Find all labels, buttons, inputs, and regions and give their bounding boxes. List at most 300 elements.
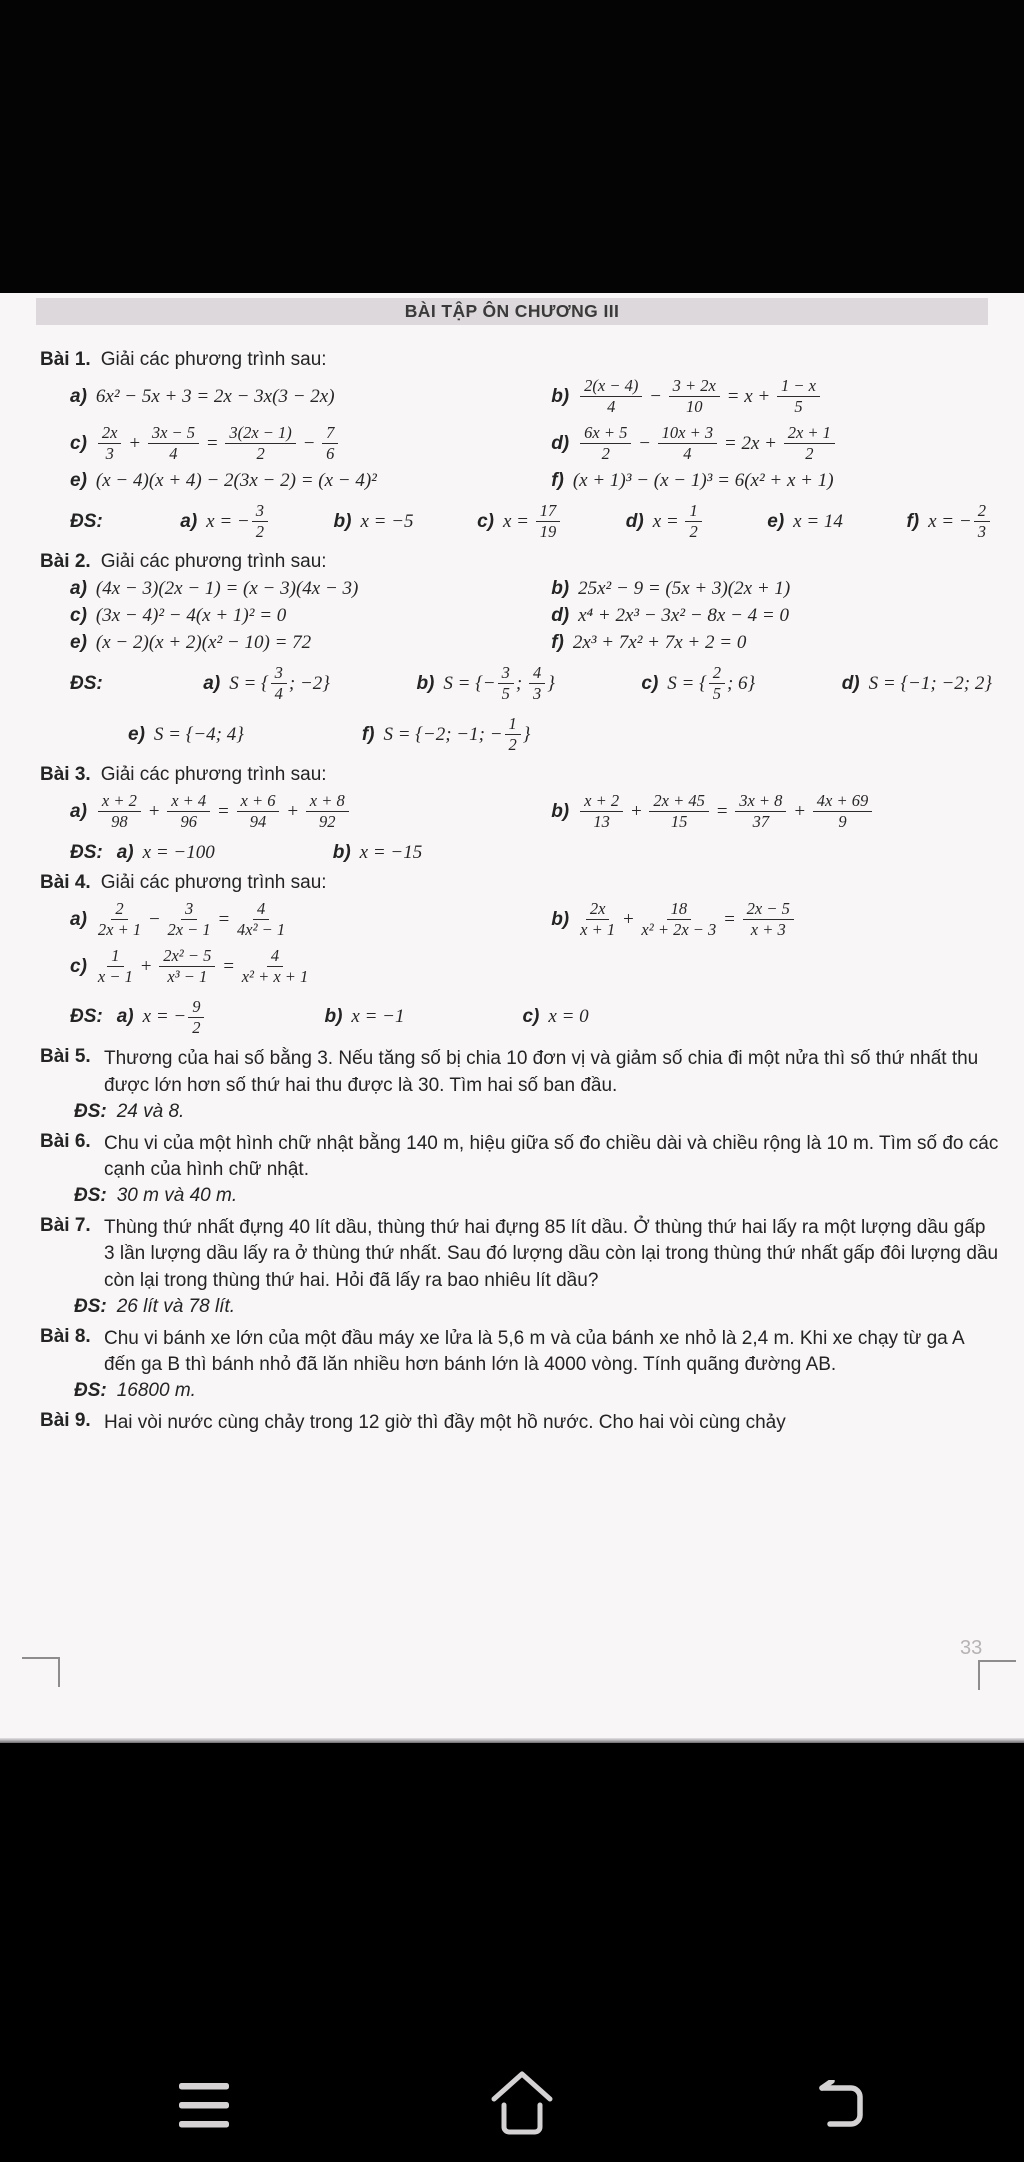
fraction [669,377,720,417]
item-label: a) [70,577,87,599]
equation [869,673,992,695]
fraction-numerator: 1 [685,502,701,522]
menu-icon[interactable] [179,2083,229,2131]
equation [667,663,755,705]
math-text: − [633,432,656,454]
fraction-numerator: 3x − 5 [148,424,199,444]
problem-label: Bài 5. [40,1046,91,1068]
answer-text-row [40,1380,1000,1402]
equation [206,501,270,543]
math-text: − [644,385,667,407]
problem-title-row [40,764,1000,786]
fraction [974,502,990,542]
equation [503,501,562,543]
fraction-denominator: 96 [180,812,197,832]
answer-item [906,501,991,543]
fraction-denominator: 4 [683,444,692,464]
equation-cell [40,386,521,408]
answer-key-label: ĐS: [70,510,103,532]
fraction [784,424,835,464]
answer-item [324,1006,404,1028]
answer-text: 24 và 8. [116,1100,185,1122]
problem-title-row [40,349,1000,371]
equation [573,470,834,492]
fraction-numerator: 18 [667,900,692,920]
math-text: (x − 4)(x + 4) − 2(3x − 2) = (x − 4)² [95,469,377,491]
math-text: x⁴ + 2x³ − 3x² − 8x − 4 = 0 [578,604,789,626]
fraction-numerator: x + 2 [98,792,141,812]
math-text: = [201,432,224,454]
fraction-numerator: x + 2 [580,792,623,812]
fraction-denominator: x³ − 1 [167,967,208,987]
item-label: e) [767,510,785,532]
fraction [580,377,642,417]
fraction [641,900,716,940]
fraction-numerator: 1 − x [777,377,820,397]
answer-item [333,842,423,864]
fraction-numerator: 2x − 5 [743,900,794,920]
problem-label: Bài 3. [40,763,91,785]
item-label: a) [70,385,87,407]
back-icon[interactable] [813,2080,869,2132]
equation [96,578,358,600]
answer-key-label: ĐS: [74,1184,107,1206]
item-label: d) [625,510,644,532]
item-label: c) [70,432,87,454]
problem-text: Chu vi của một hình chữ nhật bằng 140 m, hiệu giữa số đo chiều dài và chiều rộng là 10 m. Tìm số đo các cạnh của hình chữ nhật. [104,1132,999,1181]
equation [96,791,351,833]
item-label: b) [551,908,570,930]
math-text: x = 14 [793,510,843,532]
fraction-numerator: 2x + 1 [784,424,835,444]
equation-row [40,423,1000,465]
fraction [188,998,204,1038]
math-text: (4x − 3)(2x − 1) = (x − 3)(4x − 3) [95,577,359,599]
equation [578,605,789,627]
item-label: b) [324,1006,343,1028]
answer-text: 26 lít và 78 lít. [116,1295,236,1317]
answer-item [477,501,562,543]
equation [360,511,413,533]
fraction-denominator: 4 [274,684,283,704]
math-text: + [281,800,304,822]
fraction-denominator: 2 [255,522,264,542]
item-label: c) [70,955,87,977]
math-text: + [625,800,648,822]
answer-text-row [40,1101,1000,1123]
problem-label: Bài 9. [40,1409,91,1431]
word-problem [40,1215,1000,1295]
fraction-denominator: 2 [689,522,698,542]
fraction-numerator: 6x + 5 [580,424,631,444]
answer-item [203,663,330,705]
fraction-denominator: 15 [670,812,688,832]
fraction [777,377,820,417]
fraction-denominator: 98 [111,812,128,832]
math-text: ; [515,672,527,694]
equation [96,632,311,654]
answer-key-label: ĐS: [70,672,103,694]
fraction-numerator: 2x + 45 [649,792,708,812]
equation [143,997,207,1039]
math-text: (x − 2)(x + 2)(x² − 10) = 72 [95,631,312,653]
equation-cell [40,899,521,941]
problem-label: Bài 6. [40,1130,91,1152]
fraction [271,664,287,704]
math-text: S = {−4; 4} [153,723,244,745]
fraction [167,792,210,832]
equation-row [40,376,1000,418]
fraction-denominator: 4 [607,397,616,417]
home-icon[interactable] [489,2069,555,2137]
answers-row [40,997,1000,1039]
fraction [306,792,349,832]
equation [383,714,530,756]
equation [578,899,796,941]
math-text: + [142,800,166,822]
fraction-denominator: 2 [192,1017,201,1037]
fraction-denominator: 4x² − 1 [237,920,286,940]
fraction-denominator: 19 [539,522,557,542]
fraction [580,792,623,832]
item-label: d) [551,432,570,454]
page-number: 33 [960,1637,983,1659]
page-title: BÀI TẬP ÔN CHƯƠNG III [404,301,620,321]
math-text: 6x² − 5x + 3 = 2x − 3x(3 − 2x) [95,385,335,407]
math-text: x = −1 [351,1006,405,1028]
problem-label: Bài 7. [40,1214,91,1236]
answer-text-row [40,1296,1000,1318]
equation-cell [40,946,521,988]
equation [793,511,843,533]
problem-intro: Giải các phương trình sau: [100,550,327,572]
item-label: b) [332,841,351,863]
word-problem [40,1326,1000,1379]
equation [96,946,310,988]
problem-4 [40,872,1000,1039]
answer-text: 30 m và 40 m. [116,1184,238,1206]
math-text: S = {− [443,672,496,694]
math-text: (3x − 4)² − 4(x + 1)² = 0 [95,604,287,626]
fraction [159,947,215,987]
math-text: } [547,672,555,694]
fraction [252,502,268,542]
answer-key-label: ĐS: [74,1100,107,1122]
fraction-denominator: 10 [686,397,703,417]
top-letterbox [0,0,1024,293]
math-text: x = −100 [142,841,215,863]
fraction-denominator: 6 [326,444,335,464]
item-label: c) [477,510,494,532]
fraction [237,792,280,832]
item-label: d) [841,672,860,694]
answer-item [117,997,207,1039]
equation-cell [521,791,874,833]
math-text: x = 0 [548,1006,589,1028]
fraction [813,792,872,832]
fraction-numerator: 2 [709,664,725,684]
fraction-numerator: 4x + 69 [813,792,872,812]
fraction-numerator: x + 4 [167,792,210,812]
fraction-numerator: x + 8 [306,792,349,812]
fraction-denominator: 13 [593,812,610,832]
fraction-numerator: 2x² − 5 [159,947,215,967]
equation-cell [521,423,837,465]
fraction-denominator: 2 [256,444,265,464]
equation-row [40,578,1000,600]
problem-title-row [40,872,1000,894]
fraction-denominator: 3 [977,522,986,542]
item-label: a) [70,908,87,930]
fraction-numerator: 3(2x − 1) [225,424,295,444]
answer-item [842,673,992,695]
fraction-denominator: 94 [249,812,267,832]
equation-cell [521,470,833,492]
equation [96,899,287,941]
equation-row [40,899,1000,941]
answer-item [334,511,414,533]
fraction-numerator: 3 [498,664,514,684]
item-label: c) [70,604,87,626]
answer-item [641,663,755,705]
equation-row [40,632,1000,654]
equation [96,386,335,408]
fraction [242,947,309,987]
equation [443,663,554,705]
problem-label: Bài 1. [40,349,91,370]
fraction [685,502,701,542]
equation [548,1006,588,1028]
fraction [735,792,786,832]
fraction-numerator: 2(x − 4) [580,377,642,397]
math-text: x = − [928,510,972,532]
fraction-numerator: 3 [271,664,287,684]
equation [96,423,340,465]
item-label: f) [551,631,564,653]
item-label: a) [180,510,198,532]
equation-cell [521,899,796,941]
math-text: + [788,800,811,822]
document-page [0,293,1024,1742]
item-label: f) [906,510,920,532]
fraction-numerator: 4 [267,947,283,967]
problem-3 [40,764,1000,864]
answer-key-label: ĐS: [70,841,103,863]
equation [573,632,746,654]
problem-intro: Giải các phương trình sau: [100,349,327,370]
fraction-denominator: x − 1 [97,967,133,987]
item-label: b) [333,510,352,532]
fraction-denominator: 2 [805,444,814,464]
word-problem [40,1410,1000,1437]
item-label: f) [551,469,564,491]
item-label: e) [70,469,87,491]
fraction-numerator: 2x [586,900,610,920]
equation [143,842,215,864]
fraction-numerator: 1 [505,715,521,735]
problem-label: Bài 2. [40,550,91,572]
problem-1 [40,349,1000,543]
fraction-denominator: x² + 2x − 3 [641,920,717,940]
math-text: x = −5 [360,510,414,532]
math-text: x = [502,510,534,532]
fraction-denominator: 5 [501,684,510,704]
equation-cell [40,578,521,600]
answer-item [128,724,244,746]
equation [928,501,992,543]
fraction-numerator: 9 [188,998,204,1018]
math-text: } [522,723,531,745]
math-text: + [123,432,146,454]
problem-text: Thùng thứ nhất đựng 40 lít dầu, thùng thứ hai đựng 85 lít dầu. Ở thùng thứ hai lấy ra một lượng dầu gấp 3 lần lượng dầu lấy ra ở thùng thứ nhất. Sau đó lượng dầu còn lại trong thùng thứ nhất gấp đôi lượng dầu còn lại trong thùng thứ hai. Hỏi đã lấy ra bao nhiêu lít dầu? [104,1216,999,1291]
fraction [649,792,708,832]
fraction [98,900,141,940]
math-text: = [212,908,235,930]
equation [229,663,330,705]
fraction-denominator: 2x − 1 [167,920,211,940]
equation [578,578,790,600]
equation [578,376,822,418]
fraction-numerator: 3 [252,502,268,522]
equation-cell [40,470,521,492]
fraction-denominator: 2 [601,444,610,464]
fraction-numerator: 4 [529,664,545,684]
answer-item [522,1006,588,1028]
fraction [529,664,545,704]
fraction [743,900,794,940]
answer-item [362,714,531,756]
fraction [148,424,199,464]
math-text: S = {−1; −2; 2} [868,672,992,694]
item-label: a) [203,672,221,694]
equation [578,423,837,465]
equation-cell [521,632,746,654]
fraction-denominator: 4 [169,444,178,464]
equation [360,842,423,864]
fraction [98,947,133,987]
chapter-header-band [36,298,988,325]
problem-text: Hai vòi nước cùng chảy trong 12 giờ thì đầy một hồ nước. Cho hai vòi cùng chảy [104,1411,786,1433]
item-label: b) [551,385,570,407]
answers-row [40,501,1000,543]
answer-item [767,511,843,533]
equation [653,501,704,543]
math-text: ; 6} [726,672,756,694]
math-text: x = − [142,1006,187,1028]
math-text: = [718,908,741,930]
math-text: + [134,955,158,977]
problem-intro: Giải các phương trình sau: [100,871,327,893]
math-text: = [710,800,734,822]
math-text: − [297,432,321,454]
fraction-numerator: 4 [253,900,269,920]
problem-intro: Giải các phương trình sau: [100,763,327,785]
fraction-denominator: 2 [508,735,517,755]
equation-cell [521,376,822,418]
item-label: e) [128,723,145,745]
math-text: = 2x + [719,432,782,454]
equation [351,1006,404,1028]
equation-cell [40,605,521,627]
fraction-denominator: 9 [838,812,847,832]
math-text: 25x² − 9 = (5x + 3)(2x + 1) [578,577,791,599]
fraction [536,502,561,542]
fraction-numerator: 17 [536,502,561,522]
fraction-denominator: 3 [532,684,542,704]
equation-row [40,791,1000,833]
problem-9 [40,1410,1000,1437]
fraction-denominator: 37 [752,812,770,832]
fraction [98,792,141,832]
fraction-numerator: 10x + 3 [658,424,717,444]
answer-item [180,501,270,543]
equation-cell [521,578,790,600]
fraction-numerator: x + 6 [237,792,280,812]
fraction [505,715,521,755]
fraction-numerator: 7 [322,424,338,444]
answers-row [40,714,1000,756]
problem-text: Thương của hai số bằng 3. Nếu tăng số bị chia 10 đơn vị và giảm số chia đi một nửa thì số thứ nhất thu được lớn hơn số thứ hai thu được là 30. Tìm hai số ban đầu. [104,1048,979,1097]
math-text: 2x³ + 7x² + 7x + 2 = 0 [572,631,747,653]
equation [578,791,874,833]
fraction-denominator: 2x + 1 [97,920,142,940]
item-label: a) [116,1006,134,1028]
problem-title-row [40,551,1000,573]
fraction [658,424,717,464]
fraction-numerator: 2 [111,900,127,920]
math-text: (x + 1)³ − (x − 1)³ = 6(x² + x + 1) [572,469,834,491]
math-text: S = {−2; −1; − [383,723,503,745]
item-label: a) [116,841,134,863]
problem-5 [40,1046,1000,1122]
problem-text: Chu vi bánh xe lớn của một đầu máy xe lửa là 5,6 m và của bánh xe nhỏ là 2,4 m. Khi xe chạy từ ga A đến ga B thì bánh nhỏ đã lăn nhiều hơn bánh lớn là 4000 vòng. Tính quãng đường AB. [104,1327,964,1376]
fraction-denominator: 92 [319,812,336,832]
fraction-denominator: x² + x + 1 [241,967,309,987]
answer-item [117,842,215,864]
equation-cell [40,423,521,465]
problem-label: Bài 4. [40,871,91,893]
word-problem [40,1046,1000,1099]
problem-6 [40,1131,1000,1207]
math-text: x = − [206,510,250,532]
math-text: − [143,908,166,930]
equation-cell [40,632,521,654]
fraction-numerator: 2 [974,502,990,522]
fraction-numerator: 2x [98,424,122,444]
equation-cell [40,791,521,833]
fraction-numerator: 1 [107,947,123,967]
answers-row [40,663,1000,705]
answer-key-label: ĐS: [74,1295,107,1317]
fraction-denominator: x + 3 [750,920,786,940]
equation [96,605,286,627]
fraction [580,900,615,940]
answer-text-row [40,1185,1000,1207]
fraction [709,664,725,704]
math-text: = x + [721,385,775,407]
item-label: b) [551,577,570,599]
equation-row [40,605,1000,627]
item-label: b) [416,672,435,694]
problem-2 [40,551,1000,756]
fraction-denominator: x + 1 [580,920,616,940]
answers-row [40,842,1000,864]
problems [0,325,1024,1436]
fraction [225,424,295,464]
math-text: + [617,908,640,930]
fraction [322,424,338,464]
fraction-numerator: 3 [181,900,197,920]
